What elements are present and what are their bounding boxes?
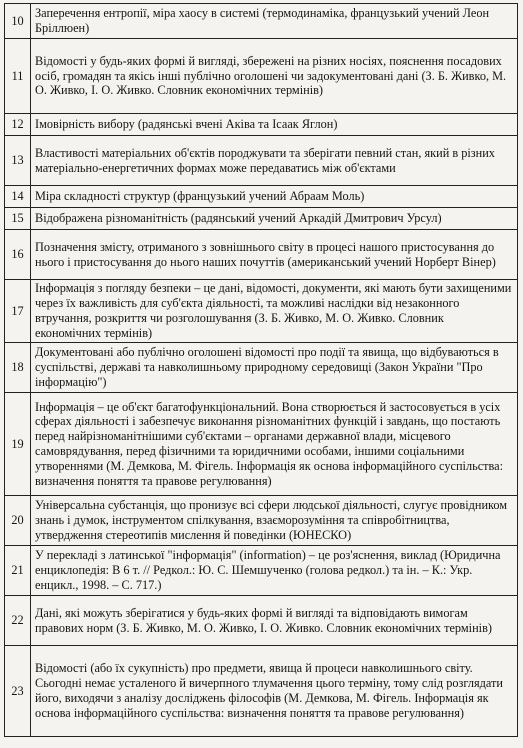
definitions-table-body [5, 4, 518, 737]
table-row [5, 186, 518, 208]
row-definition: Відображена різноманітність (радянський учений Аркадій Дмитрович Урсул) [31, 208, 518, 230]
table-row [5, 646, 518, 737]
table-row [5, 208, 518, 230]
definitions-table [4, 3, 518, 737]
row-definition: Документовані або публічно оголошені відомості про події та явища, що відбуваються в суспільстві, державі та навколишньому природному середовищі (Закон України "Про інформацію") [31, 343, 518, 393]
row-definition: Інформація – це об'єкт багатофункціональний. Вона створюється й застосовується в усіх сферах діяльності і забезпечує виконання різноманітних функцій і завдань, що постають перед найрізноманітнішими суб'єктами – органами державної влади, місцевого самоврядування, перед фізичними та юридичними особами, іншими соціальними утвореннями (М. Демкова, М. Фігель. Інформація як основа інформаційного суспільства: визначення поняття та правове регулювання) [31, 393, 518, 496]
row-number: 19 [5, 393, 31, 496]
row-definition: Відомості у будь-яких формі й вигляді, збережені на різних носіях, пояснення посадових осіб, громадян та якісь інші публічно оголошені чи задокументовані дані (З. Б. Живко, М. О. Живко, І. О. Живко. Словник економічних термінів) [31, 39, 518, 114]
table-row [5, 136, 518, 186]
table-row [5, 4, 518, 39]
row-number: 10 [5, 4, 31, 39]
row-definition: Імовірність вибору (радянські вчені Аківа та Ісаак Яглон) [31, 114, 518, 136]
row-definition: У перекладі з латинської "інформація" (information) – це роз'яснення, виклад (Юридична енциклопедія: В 6 т. // Редкол.: Ю. С. Шемшученко (голова редкол.) та ін. – К.: Укр. енцикл., 1998. – С. 717.) [31, 546, 518, 596]
table-row [5, 496, 518, 546]
table-row [5, 343, 518, 393]
row-definition: Властивості матеріальних об'єктів породжувати та зберігати певний стан, який в різних матеріально-енергетичних формах може передаватись між об'єктами [31, 136, 518, 186]
table-row [5, 230, 518, 280]
row-definition: Універсальна субстанція, що пронизує всі сфери людської діяльності, слугує провідником знань і думок, інструментом спілкування, взаєморозуміння та співробітництва, утвердження стереотипів мислення й поведінки (ЮНЕСКО) [31, 496, 518, 546]
row-number: 20 [5, 496, 31, 546]
row-number: 13 [5, 136, 31, 186]
table-row [5, 393, 518, 496]
table-row [5, 114, 518, 136]
row-number: 11 [5, 39, 31, 114]
row-definition: Заперечення ентропії, міра хаосу в системі (термодинаміка, французький учений Леон Бріллюен) [31, 4, 518, 39]
row-number: 17 [5, 280, 31, 343]
table-row [5, 280, 518, 343]
row-definition: Інформація з погляду безпеки – це дані, відомості, документи, які мають бути захищеними через їх важливість для суб'єкта діяльності, та можливі наслідки від незаконного втручання, розкриття чи розголошування (З. Б. Живко, М. О. Живко. Словник економічних термінів) [31, 280, 518, 343]
row-definition: Позначення змісту, отриманого з зовнішнього світу в процесі нашого пристосування до нього і пристосування до нього наших почуттів (американський учений Норберт Вінер) [31, 230, 518, 280]
row-number: 22 [5, 596, 31, 646]
table-row [5, 546, 518, 596]
table-row [5, 39, 518, 114]
row-number: 14 [5, 186, 31, 208]
row-number: 23 [5, 646, 31, 737]
row-number: 15 [5, 208, 31, 230]
row-number: 16 [5, 230, 31, 280]
row-number: 18 [5, 343, 31, 393]
row-definition: Дані, які можуть зберігатися у будь-яких формі й вигляді та відповідають вимогам правових норм (З. Б. Живко, М. О. Живко, І. О. Живко. Словник економічних термінів) [31, 596, 518, 646]
table-row [5, 596, 518, 646]
row-number: 12 [5, 114, 31, 136]
row-number: 21 [5, 546, 31, 596]
row-definition: Відомості (або їх сукупність) про предмети, явища й процеси навколишнього світу. Сьогодні немає усталеного й вичерпного тлумачення цього терміну, тому слід розглядати його, виходячи з аналізу досліджень філософів (М. Демкова, М. Фігель. Інформація як основа інформаційного суспільства: визначення поняття та правове регулювання) [31, 646, 518, 737]
row-definition: Міра складності структур (французький учений Абраам Моль) [31, 186, 518, 208]
